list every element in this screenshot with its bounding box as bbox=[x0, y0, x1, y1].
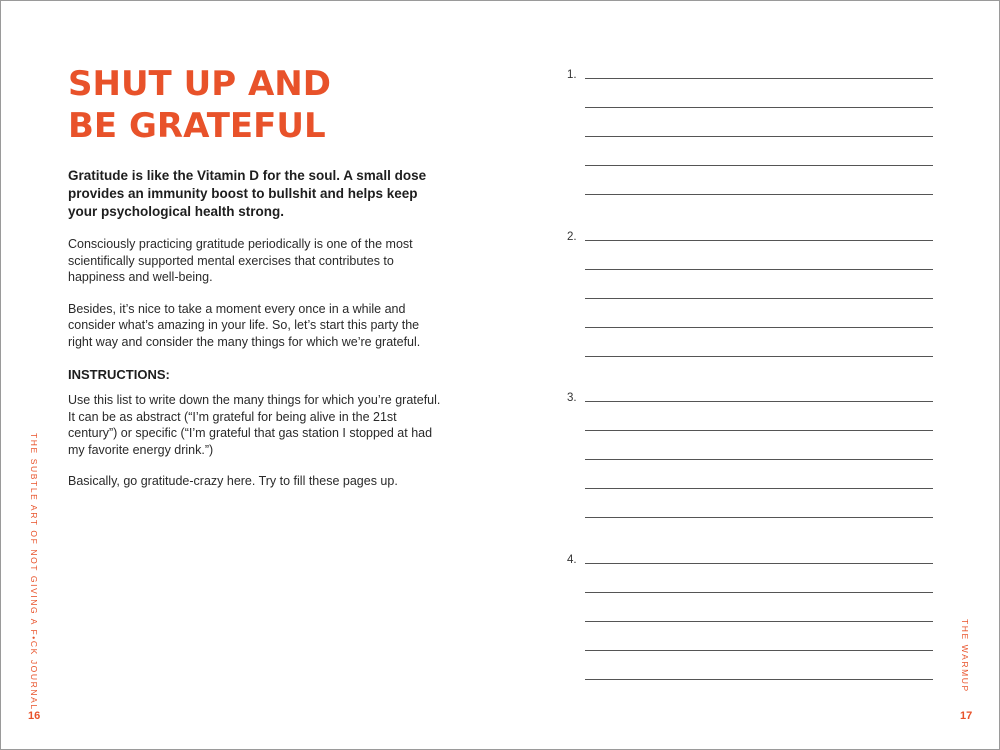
page-number-right: 17 bbox=[960, 710, 973, 722]
running-head-right: THE WARMUP bbox=[960, 619, 970, 693]
writing-line[interactable] bbox=[585, 459, 933, 460]
lead-paragraph: Gratitude is like the Vitamin D for the soul. A small dose provides an immunity boost to bullshit and helps keep your psychological health strong. bbox=[68, 168, 427, 219]
writing-line[interactable] bbox=[585, 107, 933, 108]
page-title bbox=[68, 63, 331, 147]
writing-line[interactable] bbox=[585, 298, 933, 299]
writing-line[interactable] bbox=[585, 401, 933, 402]
writing-line[interactable] bbox=[585, 430, 933, 431]
paragraph-2: Besides, it’s nice to take a moment every once in a while and consider what’s amazing in your life. So, let’s start this party the right way and consider the many things for which we’re grateful. bbox=[68, 301, 421, 349]
title-line-1: SHUT UP AND bbox=[68, 64, 331, 104]
paragraph-1: Consciously practicing gratitude periodically is one of the most scientifically supported mental exercises that contributes to happiness and well-being. bbox=[68, 237, 413, 284]
page-number-left: 16 bbox=[28, 710, 41, 722]
instructions-heading: INSTRUCTIONS: bbox=[68, 367, 170, 382]
writing-line[interactable] bbox=[585, 136, 933, 137]
writing-line[interactable] bbox=[585, 621, 933, 622]
writing-line[interactable] bbox=[585, 592, 933, 593]
left-page bbox=[1, 1, 501, 749]
instructions-paragraph-2: Basically, go gratitude-crazy here. Try to fill these pages up. bbox=[68, 474, 398, 488]
writing-line[interactable] bbox=[585, 194, 933, 195]
writing-line[interactable] bbox=[585, 240, 933, 241]
running-head-left: THE SUBTLE ART OF NOT GIVING A F•CK JOURNAL bbox=[29, 433, 39, 711]
right-page bbox=[501, 1, 999, 749]
title-line-2: BE GRATEFUL bbox=[68, 106, 326, 146]
instructions-paragraph-1: Use this list to write down the many things for which you’re grateful. It can be as abstract (“I’m grateful for being alive in the 21st century”) or specific (“I’m grateful that gas station I stopped at had my favorite energy drink.”) bbox=[68, 393, 441, 457]
writing-line[interactable] bbox=[585, 517, 933, 518]
writing-line[interactable] bbox=[585, 488, 933, 489]
body-text bbox=[68, 167, 443, 490]
entry-number: 3. bbox=[567, 392, 577, 404]
writing-line[interactable] bbox=[585, 563, 933, 564]
writing-line[interactable] bbox=[585, 269, 933, 270]
entry-number: 1. bbox=[567, 69, 577, 81]
entry-number: 2. bbox=[567, 230, 577, 243]
writing-line[interactable] bbox=[585, 165, 933, 166]
entry-number: 4. bbox=[567, 553, 577, 566]
writing-line[interactable] bbox=[585, 327, 933, 328]
writing-line[interactable] bbox=[585, 78, 933, 79]
writing-line[interactable] bbox=[585, 650, 933, 651]
writing-line[interactable] bbox=[585, 356, 933, 357]
writing-line[interactable] bbox=[585, 679, 933, 680]
